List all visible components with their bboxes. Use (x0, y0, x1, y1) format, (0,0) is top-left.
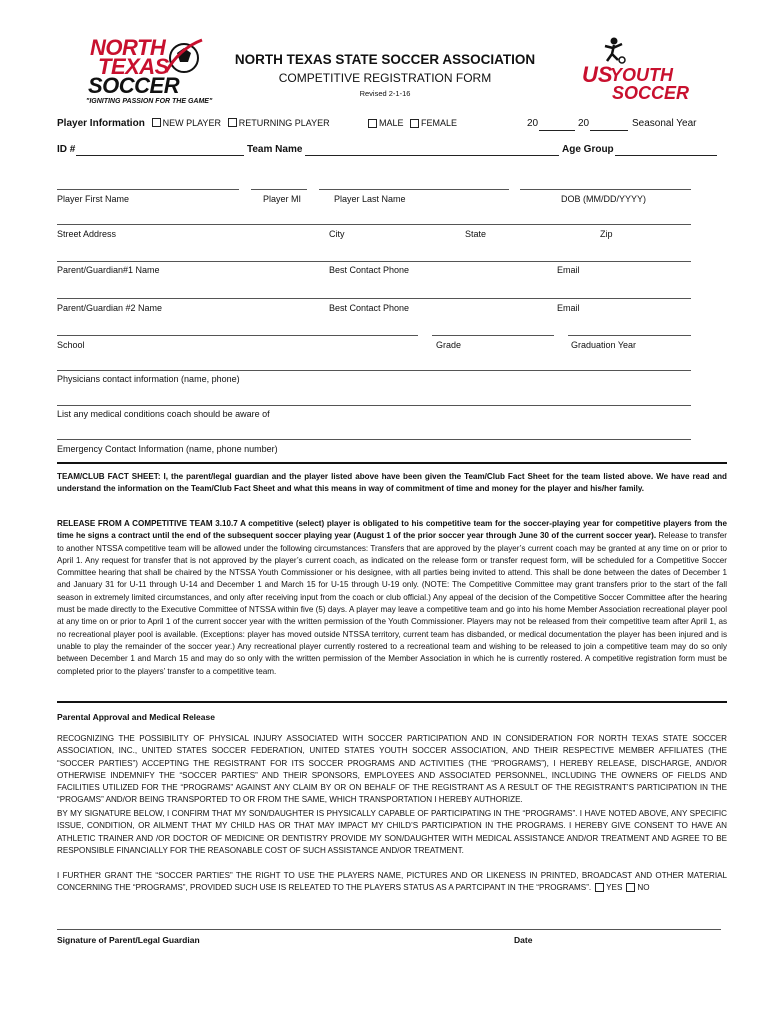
parent2-phone-label: Best Contact Phone (329, 303, 410, 313)
signature-line[interactable] (57, 929, 721, 930)
us-logo-line1: US (582, 62, 613, 87)
physicians-label: Physicians contact information (name, phone) (57, 374, 240, 384)
parent1-phone-label: Best Contact Phone (329, 265, 410, 275)
player-first-name-field[interactable] (57, 189, 239, 190)
revised-date: Revised 2-1-16 (359, 89, 411, 98)
dob-field[interactable] (520, 189, 691, 190)
id-label: ID # (57, 144, 76, 155)
school-field[interactable] (57, 335, 418, 336)
org-title: NORTH TEXAS STATE SOCCER ASSOCIATION (234, 52, 536, 67)
parent2-name-label: Parent/Guardian #2 Name (57, 303, 163, 313)
emergency-field[interactable] (57, 439, 691, 440)
yes-label: YES (606, 883, 623, 893)
section-divider-2 (57, 701, 727, 703)
grade-label: Grade (436, 340, 462, 350)
player-mi-label: Player MI (263, 194, 302, 204)
year-field-1[interactable] (539, 130, 575, 131)
gender-row (364, 118, 457, 129)
new-player-label: NEW PLAYER (162, 118, 221, 128)
state-label: State (465, 229, 487, 239)
graduation-year-label: Graduation Year (571, 340, 637, 350)
signature-label: Signature of Parent/Legal Guardian (57, 935, 200, 945)
player-info-row (57, 118, 330, 129)
school-label: School (57, 340, 85, 350)
us-logo-line3: SOCCER (612, 83, 690, 103)
parental-approval-title: Parental Approval and Medical Release (57, 712, 215, 722)
parent1-name-label: Parent/Guardian#1 Name (57, 265, 160, 275)
ntx-logo-tagline: "IGNITING PASSION FOR THE GAME" (86, 98, 213, 105)
city-label: City (329, 229, 345, 239)
grade-field[interactable] (432, 335, 554, 336)
parent1-field[interactable] (57, 261, 691, 262)
player-info-label: Player Information (57, 118, 145, 129)
player-first-name-label: Player First Name (57, 194, 130, 204)
address-field[interactable] (57, 224, 691, 225)
team-name-label: Team Name (247, 144, 303, 155)
media-consent-text: I FURTHER GRANT THE “SOCCER PARTIES” THE RIGHT TO USE THE PLAYERS NAME, PICTURES AND OR LIKENESS IN PRINTED, BROADCAST AND OTHER MATERIAL CONCERNING THE “PROGRAMS”, PROVIDED SUCH USE IS RELEATED TO THE PLAYERS STATUS AS A PARTCIPANT IN THE “PROGRAMS”. (57, 871, 727, 893)
id-field[interactable] (76, 155, 244, 156)
release-heading: RELEASE FROM A COMPETITIVE TEAM 3.10.7 A competitive (select) player is obligated to his competitive team for the soccer-playing year for competitive players from the time he signs a contract until the end of the subsequent soccer playing year (August 1 of the prior soccer year through June 30 of the current soccer year). (57, 519, 727, 541)
returning-player-checkbox[interactable] (228, 118, 237, 127)
media-consent-paragraph (57, 870, 727, 895)
ntx-logo-line1: NORTH (90, 35, 166, 60)
ntx-logo-line2: TEXAS (98, 54, 169, 79)
medical-consent-text: BY MY SIGNATURE BELOW, I CONFIRM THAT MY SON/DAUGHTER IS PHYSICALLY CAPABLE OF PARTICIPATING IN THE “PROGRAMS”. I HAVE NOTED ABOVE, ANY SPECIFIC ISSUE, CONDITION, OR AILMENT THAT MY CHILD HAS OR THAT MAY IMPACT MY CHILD’S PARTICIPATION IN THE PROGRAMS. I HEREBY GIVE CONSENT TO HAVE AN ATHLETIC TRAINER AND /OR DOCTOR OF MEDICINE OR DENTISTRY PROVIDE MY SON/DAUGHTER WITH MEDICAL ASSISTANCE AND/OR TREATMENT AND AGREE TO BE RESPONSIBLE FINANCIALLY FOR THE REASONABLE COST OF SUCH ASSISTANCE AND/OR TREATMENT. (57, 809, 727, 855)
year-prefix-1: 20 (527, 118, 539, 129)
ntx-logo-line3: SOCCER (88, 73, 180, 98)
player-last-name-label: Player Last Name (334, 194, 406, 204)
returning-player-label: RETURNING PLAYER (238, 118, 330, 128)
section-divider (57, 462, 727, 464)
age-group-label: Age Group (562, 144, 614, 155)
male-label: MALE (379, 118, 404, 128)
date-label: Date (514, 935, 533, 945)
parent1-email-label: Email (557, 265, 580, 275)
player-mi-field[interactable] (251, 189, 307, 190)
form-title: COMPETITIVE REGISTRATION FORM (278, 71, 492, 85)
fact-sheet-text: TEAM/CLUB FACT SHEET: I, the parent/legal guardian and the player listed above have been given the Team/Club Fact Sheet for the team listed above. We have read and understand the information on the Team/Club Fact Sheet and what this means in way of commitment of time and money for the player and his/her family. (57, 472, 727, 494)
player-last-name-field[interactable] (319, 189, 509, 190)
no-checkbox[interactable] (626, 883, 635, 892)
graduation-year-field[interactable] (568, 335, 691, 336)
year-prefix-2: 20 (578, 118, 590, 129)
age-group-field[interactable] (615, 155, 717, 156)
female-checkbox[interactable] (410, 119, 419, 128)
us-logo-line2: YOUTH (610, 65, 673, 85)
seasonal-year-label: Seasonal Year (632, 118, 697, 129)
female-label: FEMALE (421, 118, 458, 128)
year-field-2[interactable] (590, 130, 628, 131)
medical-field[interactable] (57, 405, 691, 406)
team-name-field[interactable] (305, 155, 559, 156)
release-paragraph (57, 518, 727, 678)
dob-label: DOB (MM/DD/YYYY) (561, 194, 647, 204)
release-waiver-text: RECOGNIZING THE POSSIBILITY OF PHYSICAL INJURY ASSOCIATED WITH SOCCER PARTICIPATION AND IN CONSIDERATION FOR NORTH TEXAS STATE SOCCER ASSOCIATION, INC., UNITED STATES SOCCER FEDERATION, UNITED STATES YOUTH SOCCER ASSOCIATION, AND THEIR RESPECTIVE MEMBER AFFILIATES (THE “SOCCER PARTIES”) ACCEPTING THE REGISTRANT FOR ITS SOCCER PROGRAMS AND ACTIVITIES (THE “PROGRAMS”), I HEREBY RELEASE, DISCHARGE, AND/OR OTHERWISE INDEMNIFY THE “SOCCER PARTIES” AND THEIR SPONSORS, EMPLOYEES AND ASSOCIATED PERSONNEL, INCLUDING THE OWNERS OF FIELDS AND FACILITIES UTILIZED FOR THE “PROGRAMS” AGAINST ANY CLAIM BY OR ON BEHALF OF THE REGISTRANT AS A RESULT OF THE REGISTRANT’S PARTICIPATION IN THE “PROGAMS” AND/OR BEING TRANSPORTED TO OR FROM THE SAME, WHICH TRANSPORTATION I HEREBY AUTHORIZE. (57, 734, 727, 805)
release-body: Release to transfer to another NTSSA competitive team will be allowed under the following circumstances: Transfers that are approved by the player’s current coach may be granted at any time on or prior to April 1. Any request for transfer that is not approved by the player’s current coach, as indicated on the release form or transfer request form, will be scheduled for a Competitive Soccer Committee hearing that shall be chaired by the NTSSA Youth Commissioner or his designee, with all parties being invited to attend. This shall be done between the dates of December 1 and January 31 for U-11 through U-14 and December 1 and March 15 for U-15 through U-19 only. (NOTE: The Competitive Committee may grant transfers prior to the start of the fall season in extremely limited circumstances, and only after receiving input from the coach or club official.) Any appeal of the decision of the Competitive Soccer Committee after the hearing must be made directly to the Executive Committee of NTSSA within five (5) days. A player may leave a competitive team and go into his home Member Association recreational player pool at any time on or prior to April 1 of the current soccer year with the written permission of the Youth Commissioner. Players may not be released from their competitive team after April 1, as no recreational player pool is available. (Exceptions: player has moved outside NTSSA territory, current team has disbanded, or medical documentation the player has been injured and is unable to play the remainder of the soccer year.) Any recreational player currently rostered to a recreational team and wishing to be released to join a competitive team may do so only between December 1 and March 15 and may do so only with the written permission of the Member Association in which he is currently rostered. A competitive registration form must be completed prior to the players’ transfer to a competitive team. (57, 531, 727, 676)
medical-label: List any medical conditions coach should be aware of (57, 409, 270, 419)
male-checkbox[interactable] (368, 119, 377, 128)
parent2-email-label: Email (557, 303, 580, 313)
yes-checkbox[interactable] (595, 883, 604, 892)
parent2-field[interactable] (57, 298, 691, 299)
zip-label: Zip (600, 229, 613, 239)
no-label: NO (637, 883, 650, 893)
physicians-field[interactable] (57, 370, 691, 371)
street-address-label: Street Address (57, 229, 117, 239)
new-player-checkbox[interactable] (152, 118, 161, 127)
emergency-label: Emergency Contact Information (name, phone number) (57, 444, 278, 454)
